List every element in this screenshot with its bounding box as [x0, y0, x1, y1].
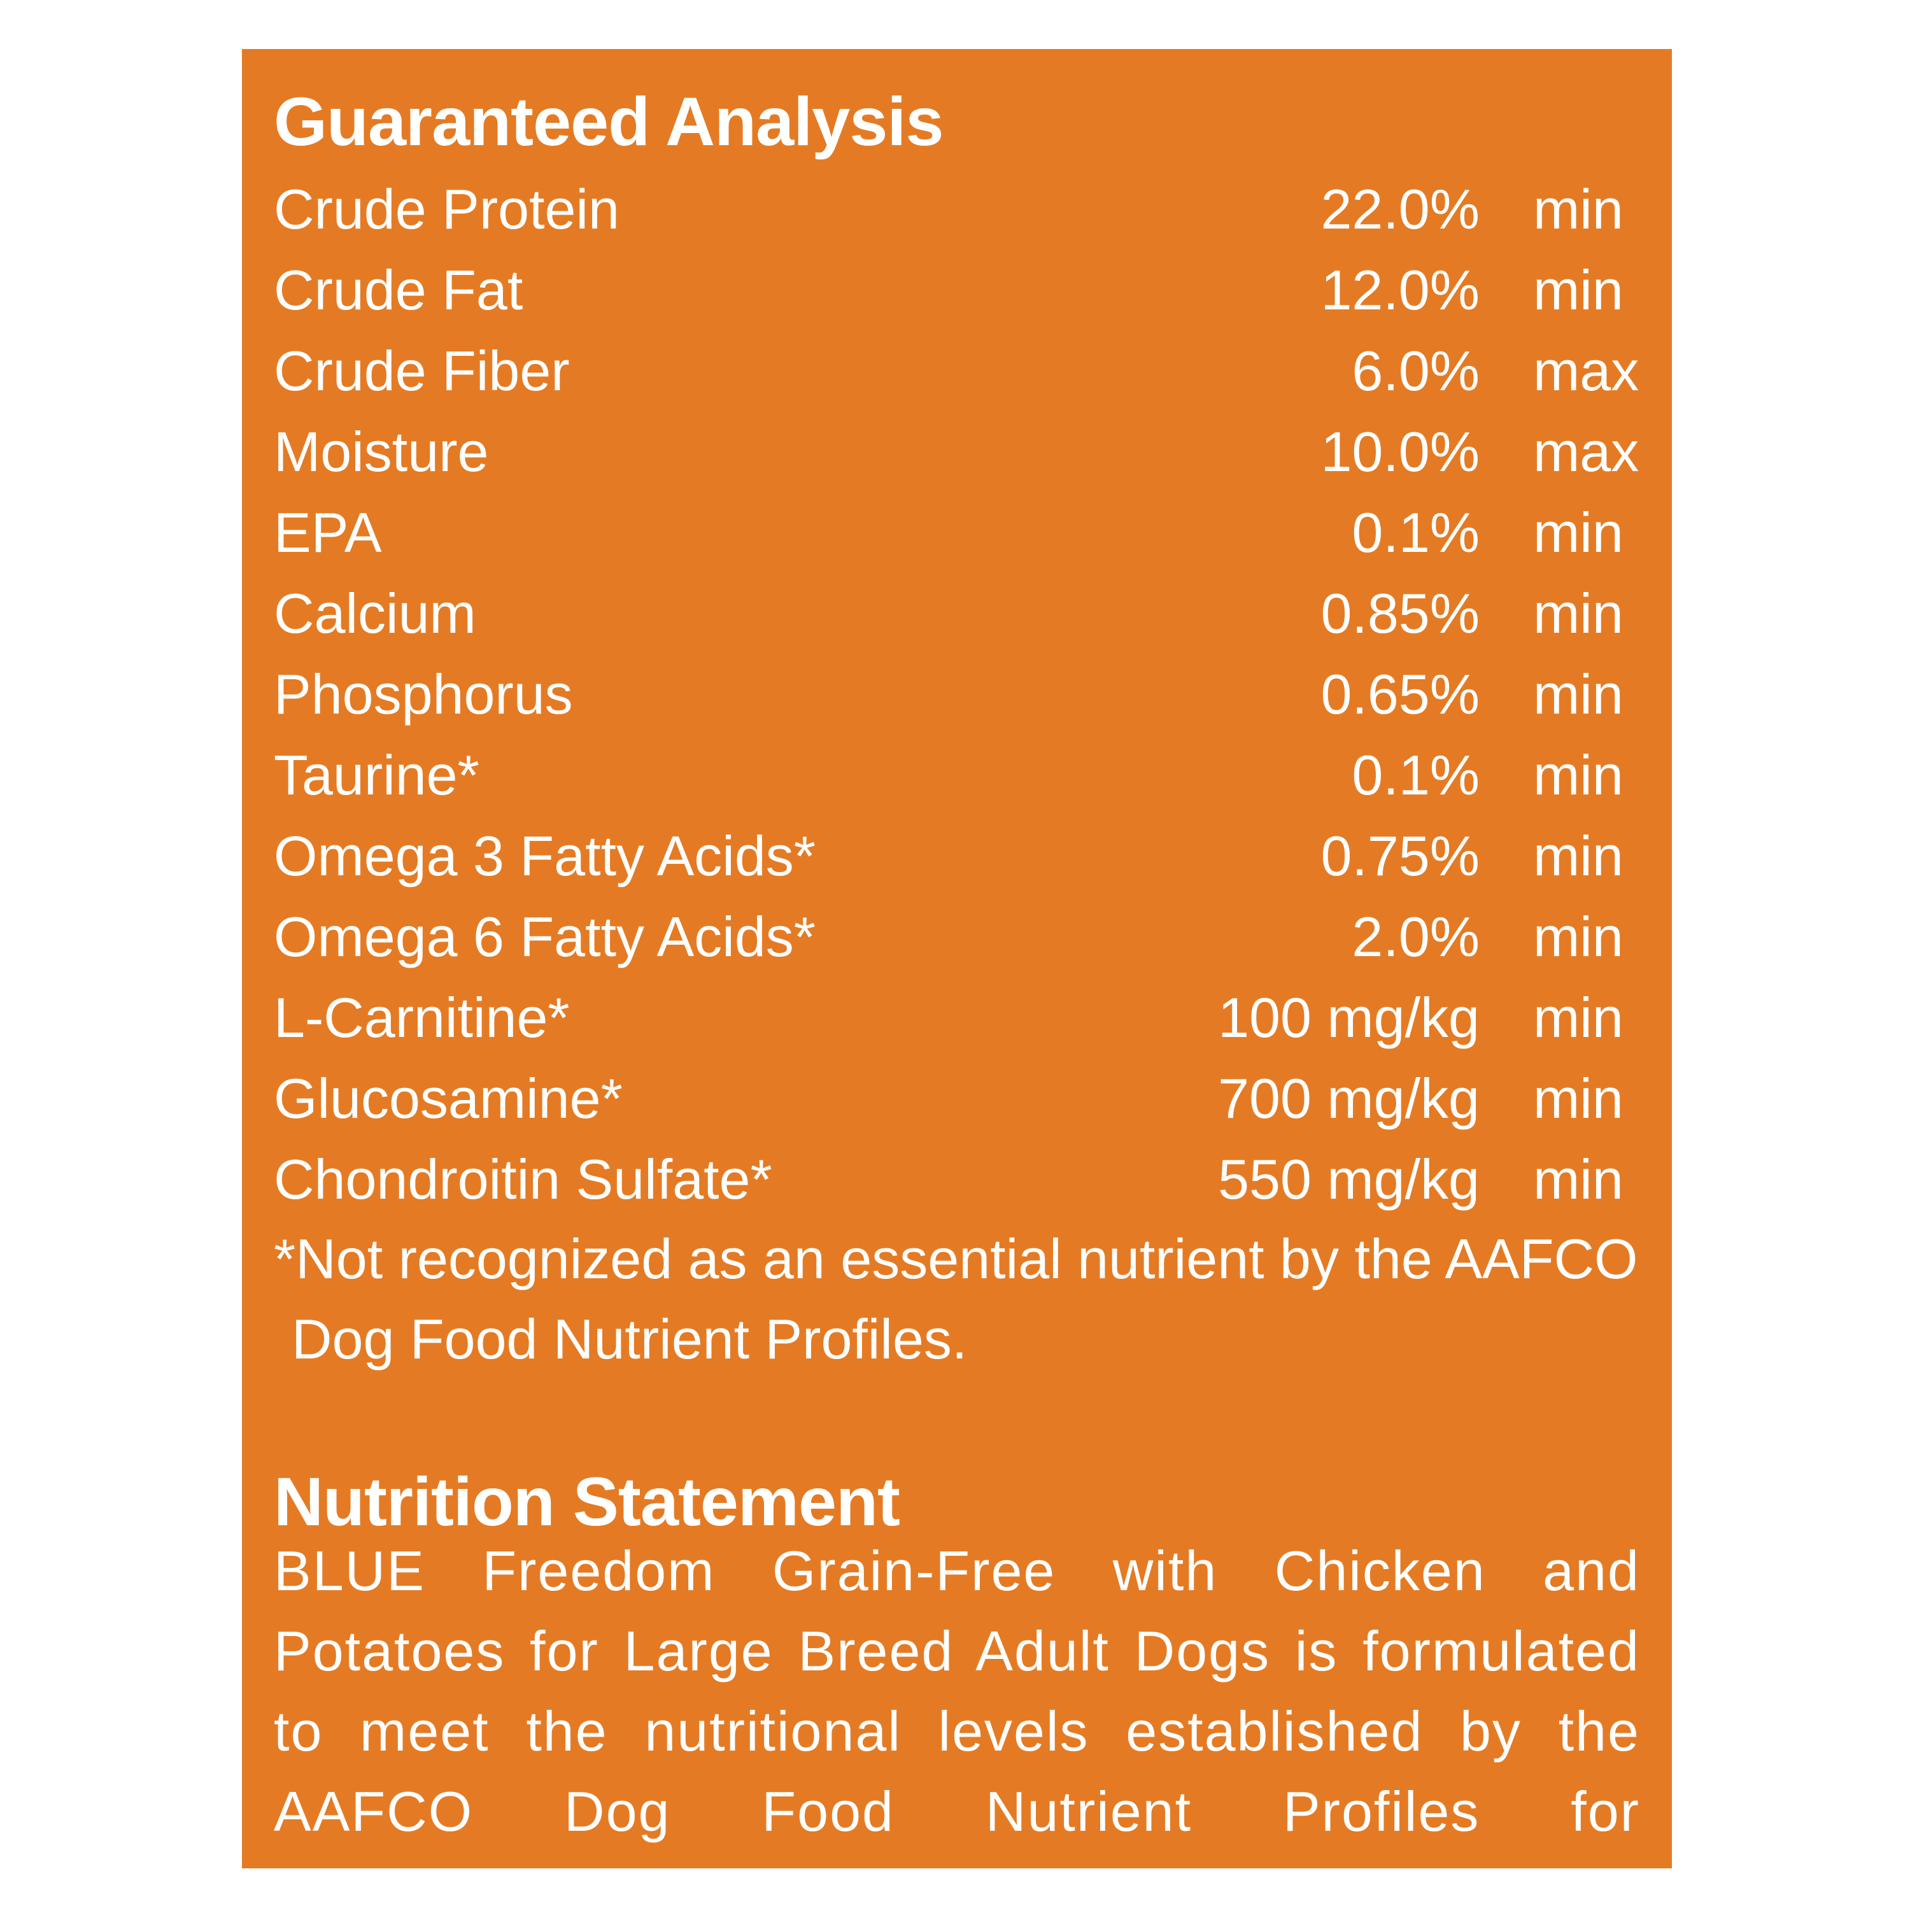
nutrient-name: Chondroitin Sulfate*: [274, 1148, 772, 1211]
nutrient-qualifier: min: [1533, 1067, 1624, 1130]
nutrient-amount: 0.85%: [1320, 582, 1480, 645]
nutrient-qualifier: max: [1533, 339, 1639, 402]
analysis-row: [274, 492, 1640, 573]
nutrient-name: Moisture: [274, 420, 489, 483]
nutrient-name: Glucosamine*: [274, 1067, 623, 1130]
analysis-row: [274, 169, 1640, 250]
nutrient-amount: 100 mg/kg: [1218, 986, 1480, 1049]
nutrient-amount: 2.0%: [1352, 905, 1480, 968]
nutrient-name: Phosphorus: [274, 663, 573, 726]
nutrient-qualifier: min: [1533, 582, 1624, 645]
nutrient-name: Calcium: [274, 582, 476, 645]
nutrient-qualifier: min: [1533, 744, 1624, 807]
nutrient-amount: 0.75%: [1320, 824, 1480, 887]
nutrient-amount: 0.65%: [1320, 663, 1480, 726]
nutrient-qualifier: min: [1533, 905, 1624, 968]
nutrient-qualifier: max: [1533, 420, 1639, 483]
analysis-row: [274, 896, 1640, 977]
nutrition-statement-text: BLUE Freedom Grain-Free with Chicken and Potatoes for Large Breed Adult Dogs is formulated to meet the nutritional levels established by the AAFCO Dog Food Nutrient Profiles for maintenance.: [274, 1539, 1640, 1923]
nutrient-qualifier: min: [1533, 824, 1624, 887]
analysis-row: [274, 1139, 1640, 1220]
guaranteed-analysis-footnote: *Not recognized as an essential nutrient by the AAFCO Dog Food Nutrient Profiles.: [274, 1227, 1638, 1371]
nutrient-qualifier: min: [1533, 178, 1624, 241]
nutrient-name: Crude Fat: [274, 258, 523, 321]
nutrient-qualifier: min: [1533, 986, 1624, 1049]
analysis-row: [274, 735, 1640, 815]
nutrient-name: Omega 3 Fatty Acids*: [274, 824, 816, 887]
analysis-row: [274, 330, 1640, 411]
nutrient-amount: 0.1%: [1352, 744, 1480, 807]
nutrient-name: EPA: [274, 501, 382, 564]
analysis-row: [274, 654, 1640, 735]
nutrient-amount: 0.1%: [1352, 501, 1480, 564]
analysis-row: [274, 1058, 1640, 1139]
nutrient-amount: 6.0%: [1352, 339, 1480, 402]
nutrition-statement-heading: Nutrition Statement: [274, 1463, 900, 1540]
analysis-row: [274, 815, 1640, 896]
guaranteed-analysis-heading: Guaranteed Analysis: [274, 83, 944, 160]
nutrient-amount: 22.0%: [1320, 178, 1480, 241]
analysis-row: [274, 977, 1640, 1058]
nutrient-name: Taurine*: [274, 744, 479, 807]
analysis-row: [274, 411, 1640, 492]
nutrient-name: Crude Fiber: [274, 339, 570, 402]
nutrient-amount: 10.0%: [1320, 420, 1480, 483]
nutrient-qualifier: min: [1533, 501, 1624, 564]
nutrition-label-panel: [242, 49, 1672, 1923]
nutrient-qualifier: min: [1533, 258, 1624, 321]
analysis-row: [274, 573, 1640, 654]
guaranteed-analysis-table: [274, 169, 1640, 1220]
nutrient-name: Omega 6 Fatty Acids*: [274, 905, 816, 968]
nutrient-name: L-Carnitine*: [274, 986, 570, 1049]
nutrient-amount: 12.0%: [1320, 258, 1480, 321]
nutrient-qualifier: min: [1533, 1148, 1624, 1211]
nutrient-qualifier: min: [1533, 663, 1624, 726]
nutrient-name: Crude Protein: [274, 178, 619, 241]
nutrient-amount: 550 mg/kg: [1218, 1148, 1480, 1211]
analysis-row: [274, 250, 1640, 330]
nutrient-amount: 700 mg/kg: [1218, 1067, 1480, 1130]
